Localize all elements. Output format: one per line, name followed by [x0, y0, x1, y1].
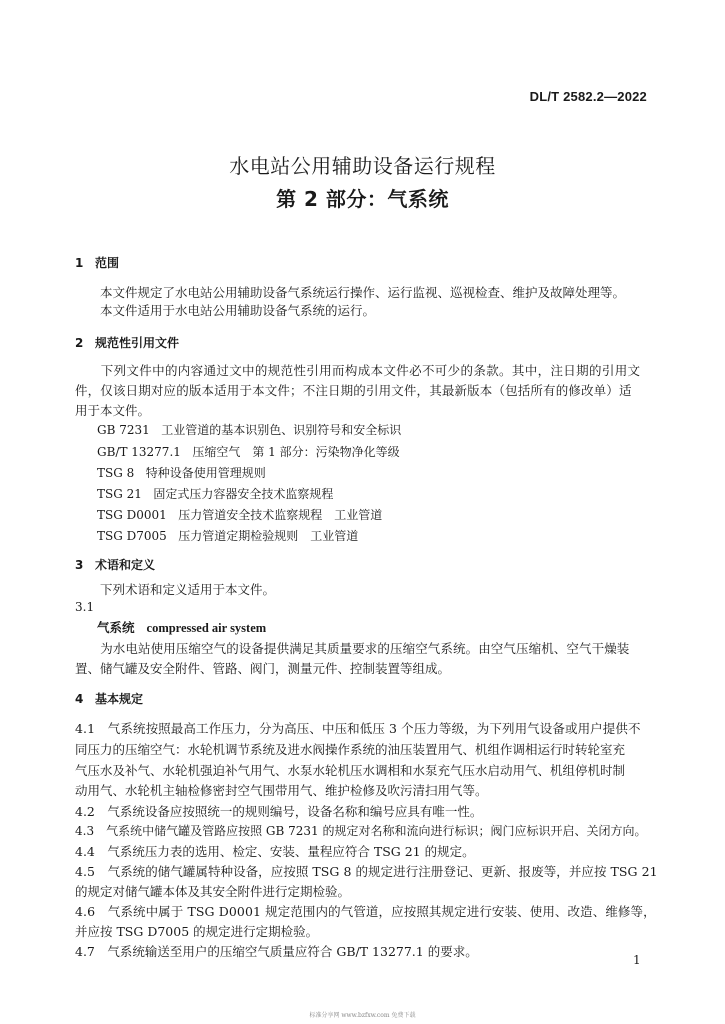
reference-item	[97, 506, 382, 523]
paragraph-line: 下列术语和定义适用于本文件。	[75, 582, 276, 597]
paragraph-line: 用于本文件。	[75, 403, 151, 418]
clause-line: 4.1 气系统按照最高工作压力，分为高压、中压和低压 3 个压力等级，为下列用气设备或用户提供不	[75, 721, 641, 736]
reference-title: 特种设备使用管理规则	[145, 466, 266, 480]
section-number: 4	[75, 692, 84, 706]
reference-code: TSG D0001	[97, 508, 167, 522]
reference-title: 固定式压力容器安全技术监察规程	[153, 487, 334, 501]
term-chinese: 气系统	[97, 620, 135, 635]
reference-code: GB 7231	[97, 423, 150, 437]
term-english: compressed air system	[146, 621, 267, 635]
reference-code: TSG 21	[97, 487, 142, 501]
clause-line: 气压水及补气、水轮机强迫补气用气、水泵水轮机压水调相和水泵充气压水启动用气、机组停机时制	[75, 763, 626, 778]
reference-title: 压力管道安全技术监察规程 工业管道	[178, 508, 383, 522]
section-4-heading	[75, 690, 143, 707]
reference-title: 压缩空气 第 1 部分：污染物净化等级	[192, 445, 400, 459]
clause-line: 4.3 气系统中储气罐及管路应按照 GB 7231 的规定对名称和流向进行标识；阀门应标识开启、关闭方向。	[75, 824, 647, 838]
document-title: 水电站公用辅助设备运行规程	[229, 154, 496, 178]
term-number: 3.1	[75, 600, 95, 614]
reference-title: 压力管道定期检验规则 工业管道	[178, 529, 359, 543]
section-2-heading	[75, 334, 179, 351]
standard-code: DL/T 2582.2—2022	[529, 89, 647, 104]
section-number: 1	[75, 256, 84, 270]
clause-line: 的规定对储气罐本体及其安全附件进行定期检验。	[75, 884, 351, 899]
clause-line: 4.6 气系统中属于 TSG D0001 规定范围内的气管道，应按照其规定进行安装、使用、改造、维修等，	[75, 904, 656, 919]
section-number: 3	[75, 558, 84, 572]
definition-line: 置、储气罐及安全附件、管路、阀门，测量元件、控制装置等组成。	[75, 661, 451, 676]
reference-code: TSG 8	[97, 466, 135, 480]
clause-line: 并应按 TSG D7005 的规定进行定期检验。	[75, 924, 319, 939]
definition-line: 为水电站使用压缩空气的设备提供满足其质量要求的压缩空气系统。由空气压缩机、空气干燥装	[75, 641, 630, 656]
clause-line: 4.2 气系统设备应按照统一的规则编号，设备名称和编号应具有唯一性。	[75, 804, 483, 819]
clause-line: 动用气、水轮机主轴检修密封空气围带用气、维护检修及吹污清扫用气等。	[75, 783, 488, 798]
reference-code: TSG D7005	[97, 529, 167, 543]
reference-title: 工业管道的基本识别色、识别符号和安全标识	[161, 423, 402, 437]
reference-item	[97, 443, 400, 460]
reference-item	[97, 485, 333, 502]
reference-item	[97, 527, 358, 544]
clause-line: 同压力的压缩空气：水轮机调节系统及进水阀操作系统的油压装置用气、机组作调相运行时转轮室充	[75, 742, 626, 757]
reference-code: GB/T 13277.1	[97, 445, 181, 459]
document-subtitle: 第 2 部分：气系统	[276, 187, 449, 211]
term-heading	[97, 618, 266, 636]
footer-watermark: 标准分享网 www.bzfxw.com 免费下载	[309, 1012, 416, 1019]
section-title: 基本规定	[95, 692, 144, 706]
page-number: 1	[633, 953, 641, 967]
section-title: 规范性引用文件	[95, 336, 180, 350]
section-title: 术语和定义	[95, 558, 156, 572]
paragraph-line: 下列文件中的内容通过文中的规范性引用而构成本文件必不可少的条款。其中，注日期的引用文	[75, 363, 641, 378]
paragraph-line: 本文件适用于水电站公用辅助设备气系统的运行。	[75, 303, 376, 318]
section-number: 2	[75, 336, 84, 350]
paragraph-line: 件，仅该日期对应的版本适用于本文件；不注日期的引用文件，其最新版本（包括所有的修改单）适	[75, 383, 632, 398]
clause-line: 4.5 气系统的储气罐属特种设备，应按照 TSG 8 的规定进行注册登记、更新、报废等，并应按 TSG 21	[75, 864, 658, 879]
reference-item	[97, 421, 401, 438]
clause-line: 4.4 气系统压力表的选用、检定、安装、量程应符合 TSG 21 的规定。	[75, 844, 475, 859]
reference-item	[97, 464, 266, 481]
clause-line: 4.7 气系统输送至用户的压缩空气质量应符合 GB/T 13277.1 的要求。	[75, 944, 478, 959]
section-3-heading	[75, 556, 155, 573]
section-title: 范围	[95, 256, 120, 270]
section-1-heading	[75, 254, 119, 271]
paragraph-line: 本文件规定了水电站公用辅助设备气系统运行操作、运行监视、巡视检查、维护及故障处理等。	[75, 285, 626, 300]
